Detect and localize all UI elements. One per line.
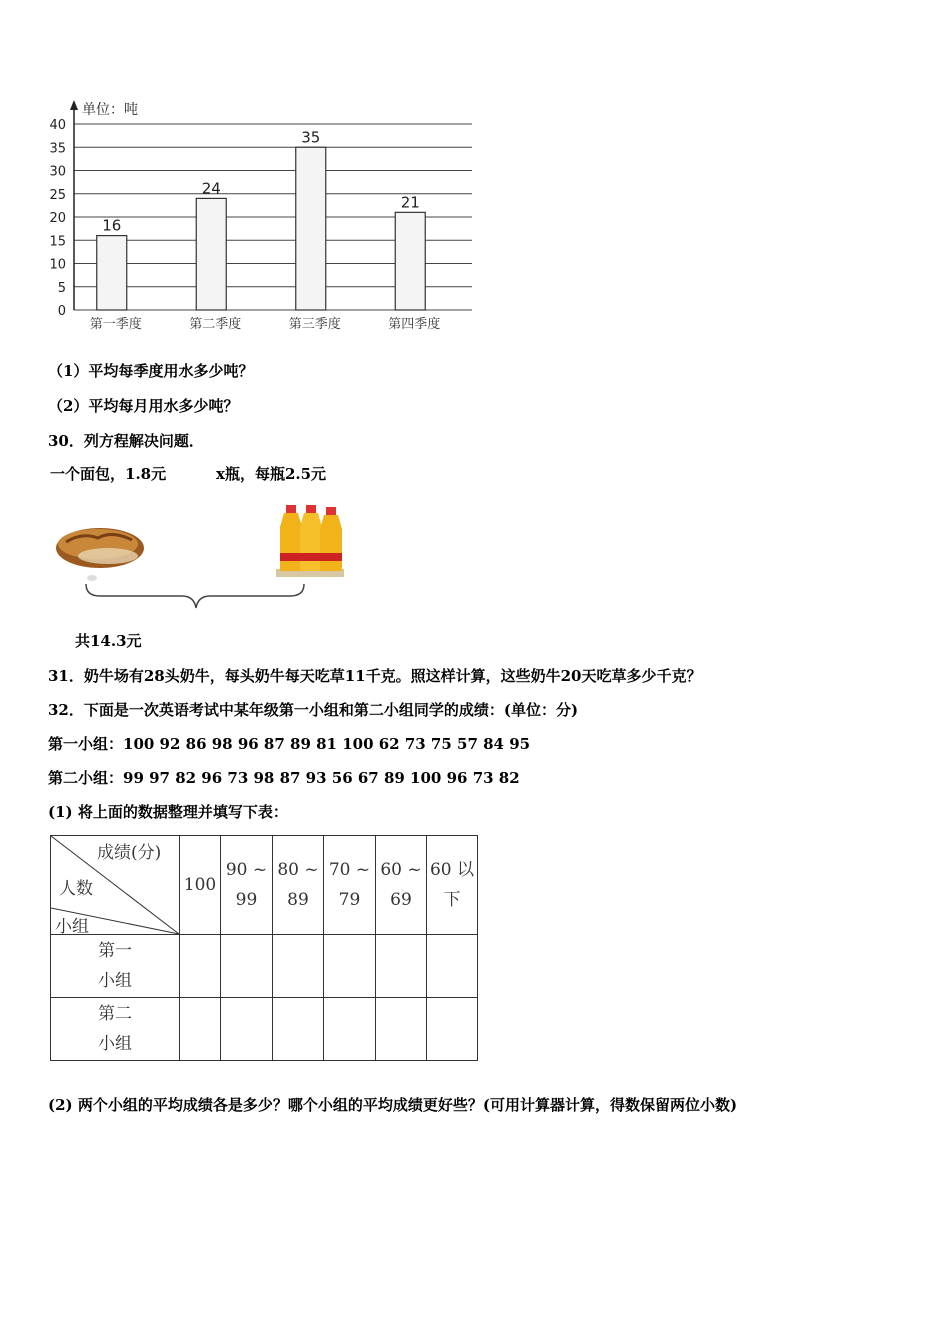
y-tick-label: 0 (57, 304, 66, 319)
table-cell[interactable] (324, 935, 376, 998)
question-29-1: （1）平均每季度用水多少吨？ (48, 362, 254, 380)
corner-group-label: 小组 (55, 917, 89, 937)
col-header-60-69 (376, 836, 427, 935)
col-header-90-99 (221, 836, 273, 935)
question-32-title: 32．下面是一次英语考试中某年级第一小组和第二小组同学的成绩：(单位：分) (48, 701, 579, 719)
table-cell[interactable] (180, 935, 221, 998)
bar-value-label: 16 (102, 216, 122, 235)
row2-label-a: 第二 (98, 1004, 132, 1024)
y-tick-labels (49, 118, 66, 319)
bottle-price-label: x瓶，每瓶2.5元 (216, 465, 327, 483)
bar (395, 212, 425, 310)
y-tick-label: 30 (49, 164, 66, 180)
juice-bottles-image (272, 503, 347, 581)
y-tick-label: 5 (57, 280, 66, 296)
corner-people-label: 人数 (59, 879, 93, 899)
row1-label-a: 第一 (98, 941, 132, 961)
x-tick-labels (90, 316, 441, 332)
table-cell[interactable] (427, 935, 478, 998)
col-header-below-60 (427, 836, 478, 935)
corner-score-label: 成绩(分) (97, 843, 162, 863)
col-header-80-89 (273, 836, 324, 935)
row-header-group1 (51, 935, 180, 998)
table-row-group1 (51, 935, 478, 998)
col-60-label-a: 60 ~ (380, 860, 422, 880)
y-tick-label: 35 (49, 141, 66, 157)
unit-label: 单位：吨 (82, 102, 138, 118)
bar (97, 236, 127, 310)
col-header-70-79 (324, 836, 376, 935)
score-distribution-table (50, 835, 478, 1061)
table-cell[interactable] (376, 998, 427, 1061)
row1-label-b: 小组 (98, 971, 132, 991)
y-tick-label: 15 (49, 234, 66, 250)
y-tick-label: 25 (49, 187, 66, 203)
bread-image (52, 520, 147, 585)
table-header-row (51, 836, 478, 935)
table-row-group2 (51, 998, 478, 1061)
bar-value-label: 21 (400, 193, 420, 212)
y-tick-label: 40 (49, 118, 66, 133)
chart-bars (97, 128, 426, 310)
table-cell[interactable] (273, 998, 324, 1061)
table-cell[interactable] (324, 998, 376, 1061)
x-tick-label: 第三季度 (288, 317, 341, 332)
col-70-label-a: 70 ~ (328, 860, 371, 880)
table-cell[interactable] (221, 935, 273, 998)
y-tick-label: 20 (49, 211, 66, 226)
water-usage-bar-chart (40, 96, 480, 341)
question-32-part1: (1) 将上面的数据整理并填写下表： (48, 803, 288, 821)
question-32-part2: (2) 两个小组的平均成绩各是多少？哪个小组的平均成绩更好些？(可用计算器计算，得数保留两位小数) (48, 1096, 738, 1114)
x-tick-label: 第一季度 (89, 317, 142, 332)
table-cell[interactable] (221, 998, 273, 1061)
row-header-group2 (51, 998, 180, 1061)
x-tick-label: 第四季度 (388, 317, 441, 332)
question-31: 31．奶牛场有28头奶牛，每头奶牛每天吃草11千克。照这样计算，这些奶牛20天吃草多少千克？ (48, 667, 702, 685)
col-100-label: 100 (183, 875, 217, 895)
bar-value-label: 35 (301, 128, 321, 147)
bar-value-label: 24 (201, 179, 221, 198)
y-axis-arrow (70, 100, 78, 110)
col-90-label-b: 99 (235, 890, 258, 910)
row2-label-b: 小组 (98, 1034, 132, 1054)
question-30-title: 30．列方程解决问题． (48, 432, 204, 450)
col-below-label-a: 60 以 (429, 860, 475, 880)
total-price-label: 共14.3元 (75, 632, 142, 650)
col-header-100 (180, 836, 221, 935)
col-70-label-b: 79 (338, 890, 361, 910)
bread-price-label: 一个面包，1.8元 (50, 465, 167, 483)
question-29-2: （2）平均每月用水多少吨？ (48, 397, 239, 415)
col-60-label-b: 69 (390, 890, 412, 910)
bar (296, 147, 326, 310)
col-80-label-a: 80 ~ (277, 860, 319, 880)
y-tick-label: 10 (49, 257, 66, 273)
table-cell[interactable] (427, 998, 478, 1061)
group2-scores: 第二小组：99 97 82 96 73 98 87 93 56 67 89 100 96 73 82 (48, 769, 520, 787)
group1-scores: 第一小组：100 92 86 98 96 87 89 81 100 62 73 75 57 84 95 (48, 735, 531, 753)
col-80-label-b: 89 (287, 890, 309, 910)
total-brace (84, 582, 309, 612)
table-cell[interactable] (180, 998, 221, 1061)
col-below-label-b: 下 (443, 890, 461, 910)
col-90-label-a: 90 ~ (225, 860, 268, 880)
x-tick-label: 第二季度 (189, 317, 242, 332)
table-cell[interactable] (273, 935, 324, 998)
bar (196, 198, 226, 310)
table-corner-cell (51, 836, 180, 935)
table-cell[interactable] (376, 935, 427, 998)
